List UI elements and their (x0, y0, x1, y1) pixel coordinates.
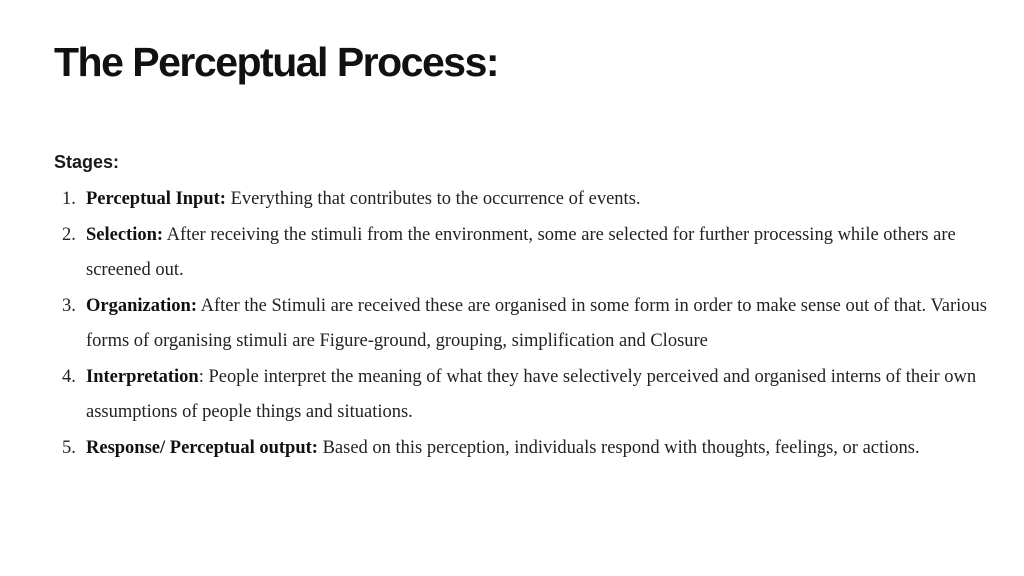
stage-number: 5. (62, 437, 76, 458)
stage-number: 2. (62, 224, 76, 245)
stage-description: Everything that contributes to the occurrence of events. (225, 189, 641, 209)
stage-item-interpretation (62, 360, 992, 431)
stage-number: 3. (62, 295, 76, 316)
stage-item-response (62, 431, 992, 467)
stage-description: Based on this perception, individuals respond with thoughts, feelings, or actions. (317, 437, 920, 458)
stage-description: After receiving the stimuli from the environment, some are selected for further processing while others are screened out. (86, 224, 956, 280)
stage-item-selection (62, 218, 992, 289)
stage-description: : People interpret the meaning of what they have selectively perceived and organised interns of their own assumptions of people things and situations. (86, 366, 977, 422)
stage-description: After the Stimuli are received these are organised in some form in order to make sense out of that. Various forms of organising stimuli are Figure-ground, grouping, simplification and Closure (86, 295, 987, 351)
stage-number: 4. (62, 366, 76, 387)
stage-term: Selection: (86, 224, 164, 245)
stages-label: Stages: (54, 152, 120, 172)
stage-number: 1. (62, 189, 76, 209)
stage-term: Interpretation (86, 366, 199, 387)
stage-term: Organization: (86, 295, 197, 316)
slide-title: The Perceptual Process: (54, 39, 499, 85)
stage-term: Perceptual Input: (86, 189, 226, 209)
stages-list (62, 182, 992, 466)
stage-item-perceptual-input (62, 182, 992, 218)
stage-item-organization (62, 289, 992, 360)
stage-term: Response/ Perceptual output: (86, 437, 318, 458)
